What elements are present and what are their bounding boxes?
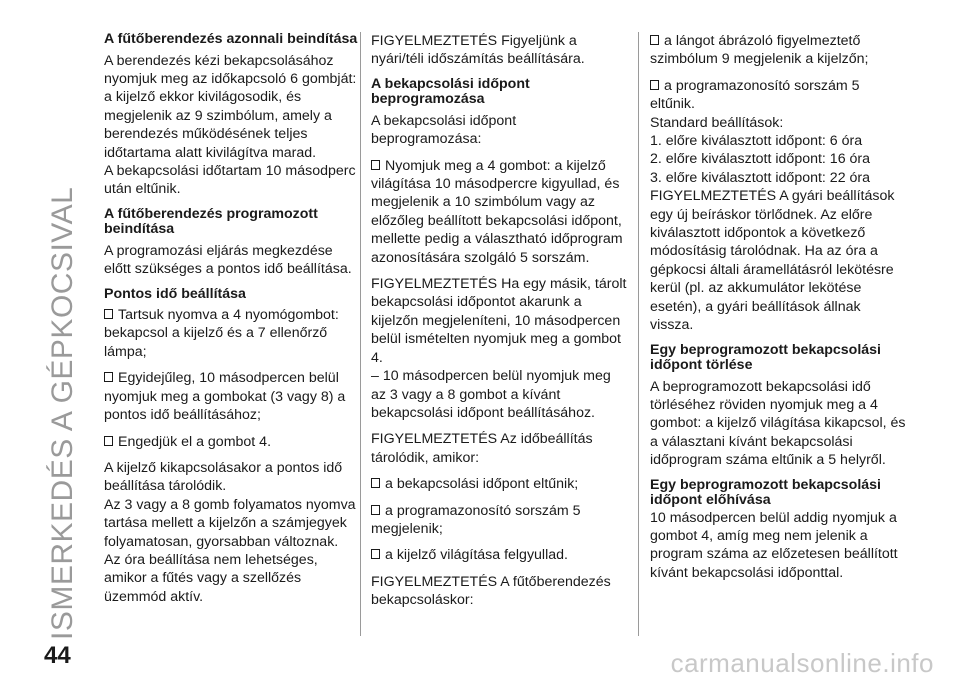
paragraph: FIGYELMEZTETÉS A gyári beállítások egy új beíráskor törlődnek. Az előre kiválasztott időpontok a következő módosításig tárolódnak. Ha az óra a gépkocsi általi áramellátásról lekötésre kerül (pl. az akkumulátor lekötése esetén), a gyári beállítások állnak vissza. <box>650 188 895 334</box>
paragraph: A kijelző kikapcsolásakor a pontos idő beállítása tárolódik. <box>104 459 343 495</box>
bullet-item: a bekapcsolási időpont eltűnik; <box>371 475 627 493</box>
paragraph: Az 3 vagy a 8 gomb folyamatos nyomva tartása mellett a kijelzőn a számjegyek folyamatosan, gyorsabban változnak. <box>104 496 356 550</box>
paragraph: FIGYELMEZTETÉS Az időbeállítás tárolódik, amikor: <box>371 431 593 466</box>
bullet-item: a programazonosító sorszám 5 megjelenik; <box>371 502 581 537</box>
bullet-square-icon <box>650 80 659 90</box>
paragraph: FIGYELMEZTETÉS Ha egy másik, tárolt bekapcsolási időpontot akarunk a kijelzőn megjeleníteni, 10 másodpercen belül ismételten nyomjuk meg a gombot 4. <box>371 276 627 366</box>
bullet-item: a kijelző világítása felgyullad. <box>371 546 627 564</box>
paragraph: Az óra beállítása nem lehetséges, amikor a fűtés vagy a szellőzés üzemmód aktív. <box>104 551 318 605</box>
heading-recall-start-time: Egy beprogramozott bekapcsolási időpont előhívása <box>650 476 881 509</box>
page-number: 44 <box>44 642 71 669</box>
standard-settings-line: 2. előre kiválasztott időpont: 16 óra <box>650 151 871 168</box>
bullet-item: Engedjük el a gombot 4. <box>104 433 360 451</box>
bullet-item: a lángot ábrázoló figyelmeztető szimbólum 9 megjelenik a kijelzőn; <box>650 33 869 68</box>
heading-programmed-start: A fűtőberendezés programozott beindítása <box>104 205 318 238</box>
paragraph: A berendezés kézi bekapcsolásához nyomjuk meg az időkapcsoló 6 gombját: a kijelző ekkor kivilágosodik, és megjelenik az 9 szimbólum, amely a berendezés működésének teljes időtartama alatt kivilágítva marad. <box>104 52 357 161</box>
standard-settings-line: Standard beállítások: <box>650 114 784 131</box>
paragraph: FIGYELMEZTETÉS A fűtőberendezés bekapcsoláskor: <box>371 573 611 609</box>
site-watermark: carmanualsonline.info <box>670 648 934 678</box>
column-divider <box>360 32 361 636</box>
section-sidebar-title <box>46 40 80 640</box>
paragraph: FIGYELMEZTETÉS Figyeljünk a nyári/téli időszámítás beállítására. <box>371 33 585 68</box>
column-3 <box>650 32 906 590</box>
bullet-item: Nyomjuk meg a 4 gombot: a kijelző világítása 10 másodpercre kigyullad, és megjelenik a 10 szimbólum vagy az előzőleg beállított bekapcsolási időpont, mellette pedig a választható időprogram azonosítására szolgáló 5 sorszám. <box>371 157 623 266</box>
paragraph: 10 másodpercen belül addig nyomjuk a gombot 4, amíg meg nem jelenik a program száma az előzetesen beállított kívánt bekapcsolási időponttal. <box>650 509 898 581</box>
section-title-text: ISMERKEDÉS A GÉPKOCSIVAL <box>46 186 79 640</box>
heading-immediate-start: A fűtőberendezés azonnali beindítása <box>104 31 358 47</box>
paragraph: – 10 másodpercen belül nyomjuk meg az 3 vagy a 8 gombot a kívánt bekapcsolási időpont beállításához. <box>371 368 611 421</box>
column-1 <box>104 32 360 614</box>
paragraph: A beprogramozott bekapcsolási idő törléséhez röviden nyomjuk meg a 4 gombot: a kijelző világítása kikapcsol, és a választani kívánt bekapcsolási időprogram száma eltűnik a 5 helyről. <box>650 378 906 469</box>
paragraph: A bekapcsolási időtartam 10 másodperc után eltűnik. <box>104 162 356 198</box>
column-2 <box>371 32 627 618</box>
bullet-square-icon <box>104 436 113 446</box>
bullet-square-icon <box>371 478 380 488</box>
standard-settings-line: 3. előre kiválasztott időpont: 22 óra <box>650 169 871 186</box>
standard-settings-line: 1. előre kiválasztott időpont: 6 óra <box>650 133 863 150</box>
bullet-item: Tartsuk nyomva a 4 nyomógombot: bekapcsol a kijelző és a 7 ellenőrző lámpa; <box>104 307 339 360</box>
heading-delete-start-time: Egy beprogramozott bekapcsolási időpont törlése <box>650 341 881 373</box>
bullet-square-icon <box>371 160 380 170</box>
paragraph: A bekapcsolási időpont beprogramozása: <box>371 112 517 148</box>
heading-program-start-time: A bekapcsolási időpont beprogramozása <box>371 75 530 108</box>
bullet-item: Egyidejűleg, 10 másodpercen belül nyomjuk meg a gombokat (3 vagy 8) a pontos idő beállításához; <box>104 370 346 424</box>
bullet-item: a programazonosító sorszám 5 eltűnik. <box>650 77 860 113</box>
heading-set-time: Pontos idő beállítása <box>104 285 246 302</box>
bullet-square-icon <box>104 372 113 382</box>
bullet-square-icon <box>371 549 380 559</box>
bullet-square-icon <box>650 35 659 45</box>
paragraph: A programozási eljárás megkezdése előtt szükséges a pontos idő beállítása. <box>104 242 352 278</box>
bullet-square-icon <box>104 309 113 319</box>
bullet-square-icon <box>371 505 380 515</box>
column-divider <box>638 32 639 636</box>
